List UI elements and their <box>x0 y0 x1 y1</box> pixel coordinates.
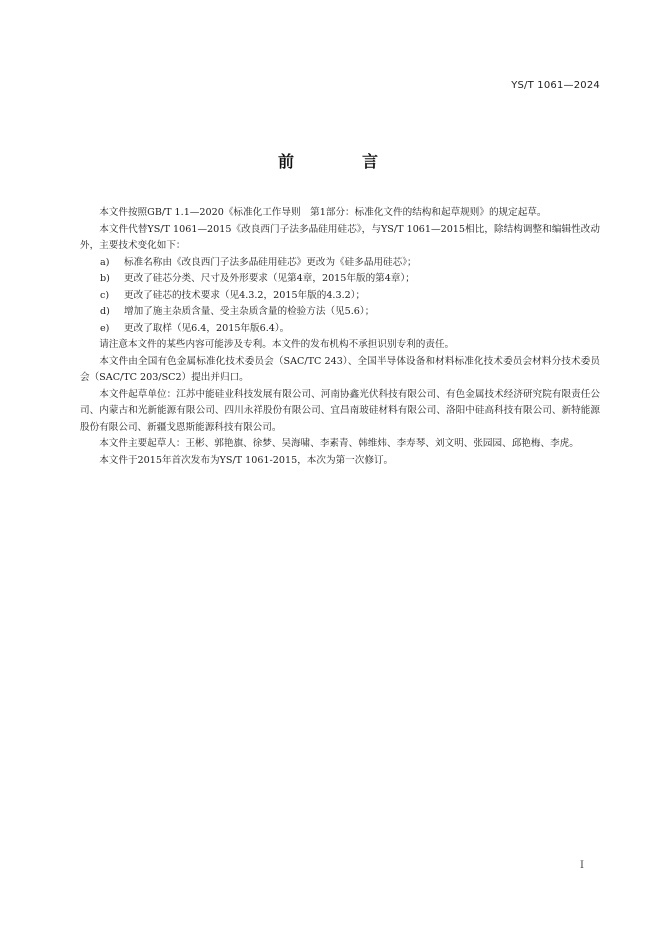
paragraph-patent-notice: 请注意本文件的某些内容可能涉及专利。本文件的发布机构不承担识别专利的责任。 <box>99 339 455 350</box>
paragraph-replacement: 本文件代替YS/T 1061—2015《改良西门子法多晶硅用硅芯》，与YS/T 1061—2015相比，除结构调整和编辑性改动外，主要技术变化如下： <box>80 223 600 251</box>
list-item-text: 更改了硅芯的技术要求（见4.3.2，2015年版的4.3.2）； <box>124 289 366 301</box>
list-item <box>80 304 600 321</box>
list-item-text: 标准名称由《改良西门子法多晶硅用硅芯》更改为《硅多晶用硅芯》； <box>124 256 417 268</box>
paragraph-drafting-rules: 本文件按照GB/T 1.1—2020《标准化工作导则 第1部分：标准化文件的结构和起草规则》的规定起草。 <box>99 207 547 218</box>
foreword-body <box>80 205 600 469</box>
list-marker: a) <box>100 256 110 268</box>
list-item <box>80 288 600 305</box>
list-marker: e) <box>100 322 110 334</box>
list-item <box>80 255 600 272</box>
page-title: 前 言 <box>277 152 404 171</box>
standard-code: YS/T 1061—2024 <box>511 80 600 91</box>
paragraph-history: 本文件于2015年首次发布为YS/T 1061-2015，本次为第一次修订。 <box>99 454 394 466</box>
list-marker: c) <box>100 289 110 301</box>
list-item-text: 更改了硅芯分类、尺寸及外形要求（见第4章，2015年版的第4章）； <box>124 273 415 284</box>
paragraph-drafters: 本文件主要起草人：王彬、郭艳旗、徐梦、吴海啸、李素青、韩维炜、李寿琴、刘文明、张园园、邱艳梅、李虎。 <box>99 438 579 449</box>
list-item <box>80 271 600 288</box>
list-item-text: 增加了施主杂质含量、受主杂质含量的检验方法（见5.6）； <box>124 306 375 317</box>
list-item <box>80 321 600 338</box>
paragraph-drafting-units: 本文件起草单位：江苏中能硅业科技发展有限公司、河南协鑫光伏科技有限公司、有色金属技术经济研究院有限责任公司、内蒙古和光新能源有限公司、四川永祥股份有限公司、宜昌南玻硅材料有限公司、洛阳中硅高科技有限公司、新特能源股份有限公司、新疆戈恩斯能源科技有限公司。 <box>80 388 600 433</box>
list-marker: b) <box>100 273 110 284</box>
page-number: I <box>580 860 584 871</box>
list-item-text: 更改了取样（见6.4，2015年版6.4）。 <box>124 322 290 334</box>
paragraph-proposer: 本文件由全国有色金属标准化技术委员会（SAC/TC 243）、全国半导体设备和材料标准化技术委员会材料分技术委员会（SAC/TC 203/SC2）提出并归口。 <box>80 355 600 383</box>
list-marker: d) <box>100 306 110 317</box>
